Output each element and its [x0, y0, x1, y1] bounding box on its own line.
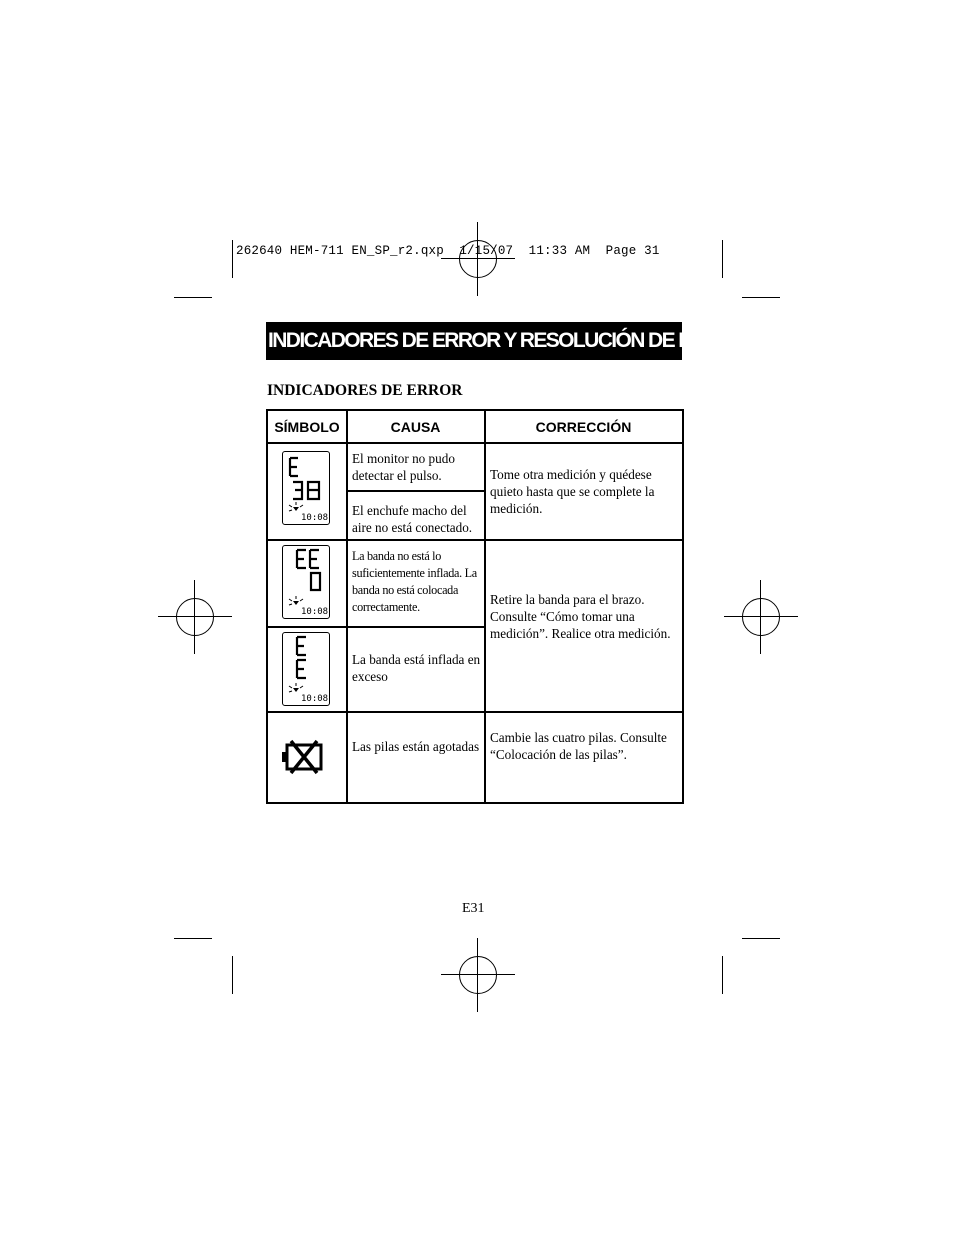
crop-mark: [174, 297, 212, 298]
cause-batteries-depleted: Las pilas están agotadas: [352, 739, 480, 754]
header-cause: CAUSA: [390, 418, 441, 435]
file-slug: 262640 HEM-711 EN_SP_r2.qxp 1/15/07 11:33 AM Page 31: [236, 244, 660, 258]
crop-mark: [742, 938, 780, 939]
lcd-time: 10:08: [301, 513, 329, 523]
crop-mark: [174, 938, 212, 939]
registration-mark-left: [176, 598, 214, 636]
correction-remove-cuff: Retire la banda para el brazo. Consulte “Cómo tomar una medición”. Realice otra medición.: [490, 592, 671, 641]
registration-mark-bottom: [459, 956, 497, 994]
section-heading: INDICADORES DE ERROR: [267, 382, 463, 399]
cause-air-plug: El enchufe macho del aire no está conectado.: [352, 503, 473, 535]
crop-mark: [232, 956, 233, 994]
cause-overinflated: La banda está inflada en exceso: [352, 652, 481, 684]
correction-retake: Tome otra medición y quédese quieto hasta que se complete la medición.: [490, 467, 655, 516]
cause-underinflated: La banda no está lo suficientemente inflada. La banda no está colocada correctamente.: [352, 549, 477, 614]
lcd-time: 10:08: [301, 607, 329, 617]
page-number: E31: [462, 901, 485, 916]
registration-mark-right: [742, 598, 780, 636]
crop-mark: [232, 240, 233, 278]
crop-mark: [722, 240, 723, 278]
error-indicator-table: [266, 409, 684, 804]
crop-mark: [722, 956, 723, 994]
cause-no-pulse: El monitor no pudo detectar el pulso.: [352, 451, 455, 483]
correction-replace-batteries: Cambie las cuatro pilas. Consulte “Colocación de las pilas”.: [490, 730, 667, 762]
lcd-error-ee0-icon: [282, 545, 330, 619]
header-correction: CORRECCIÓN: [535, 418, 632, 435]
lcd-time: 10:08: [301, 694, 329, 704]
lcd-error-e38-icon: [282, 451, 330, 525]
crop-mark: [742, 297, 780, 298]
battery-empty-icon: [280, 739, 326, 775]
lcd-error-ee-icon: [282, 632, 330, 706]
header-symbol: SÍMBOLO: [274, 418, 340, 435]
page-title-banner: INDICADORES DE ERROR Y RESOLUCIÓN DE PROBLEMAS: [266, 322, 682, 360]
